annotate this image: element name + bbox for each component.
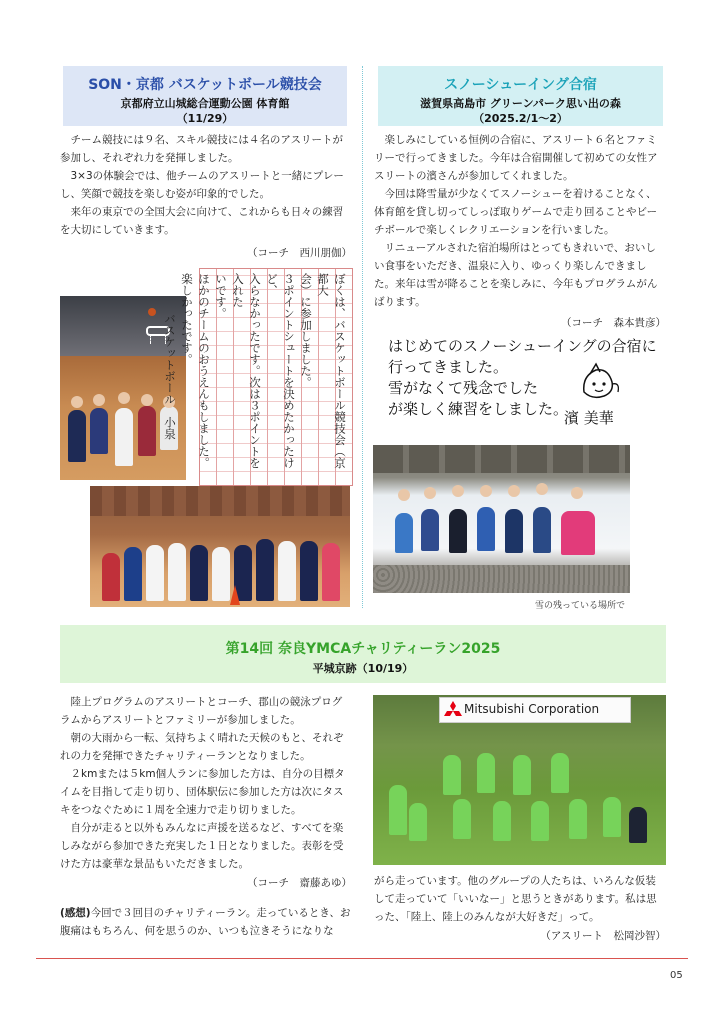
charity-title: 第14回 奈良YMCAチャリティーラン2025 — [225, 641, 501, 657]
basketball-paragraph: 来年の東京での全国大会に向けて、これからも日々の練習を大切にしていきます。 — [60, 206, 344, 236]
snowshoe-paragraph: リニューアルされた宿泊場所はとってもきれいで、おいしい食事をいただき、温泉に入り、ゆっくり楽しんできました。来年は雪が降ることを楽しみに、今年もプログラムがんばります。 — [374, 242, 658, 308]
handwritten-line: 楽しかったです。 — [180, 273, 194, 365]
handwritten-line: 雪がなくて残念でした — [388, 379, 539, 397]
basketball-signature: （コーチ 西川朋伽） — [247, 247, 352, 259]
basketball-paragraph: 3×3の体験会では、他チームのアスリートと一緒にプレーし、笑顔で競技を楽しむ姿が印象的でした。 — [60, 170, 344, 200]
snowshoe-body — [374, 131, 666, 330]
charity-impression-continued — [374, 872, 666, 943]
handwritten-signature: 濱 美華 — [564, 409, 614, 427]
impression-text-continue: がら走っています。他のグループの人たちは、いろんな仮装して走っていて「いいなー」と思うときがあります。私は思った、「陸上、陸上のみんなが大好きだ」って。 — [374, 875, 657, 923]
impression-label: (感想) — [60, 907, 91, 919]
basketball-paragraph: チーム競技には９名、スキル競技には４名のアスリートが参加し、それぞれ力を発揮しました。 — [60, 134, 343, 164]
charity-body — [60, 693, 352, 940]
snowshoe-group-photo — [373, 445, 630, 593]
snowshoe-handwritten-note — [388, 336, 658, 436]
basketball-title: SON・京都 バスケットボール競技会 — [88, 77, 322, 93]
mitsubishi-logo-icon — [444, 701, 462, 718]
charity-venue: 平城京跡（10/19） — [312, 662, 414, 675]
doodle-icon — [574, 362, 622, 402]
handwritten-line: ３ポイントシュートを決めたかったけど、 — [265, 273, 296, 469]
charity-signature: （コーチ 齋藤あゆ） — [247, 877, 352, 889]
snowshoe-title: スノーシューイング合宿 — [444, 77, 597, 93]
handwritten-essay-sheet — [163, 268, 353, 486]
snowshoe-venue: 滋賀県高島市 グリーンパーク思い出の森 — [420, 97, 621, 110]
snowshoe-header — [378, 66, 663, 126]
handwritten-line: ほかのチームのおうえんもしました。 — [197, 273, 211, 469]
handwritten-line: ぼくは、バスケットボール競技会（京都大 — [316, 273, 347, 469]
basketball-team-photo — [90, 486, 350, 607]
charity-paragraph: 陸上プログラムのアスリートとコーチ、郡山の競泳プログラムからアスリートとファミリーが参加しました。 — [60, 696, 343, 726]
handwritten-signature: バスケットボール 小泉 — [163, 313, 177, 440]
handwritten-line: いです。 — [214, 273, 228, 319]
snowshoe-paragraph: 楽しみにしている恒例の合宿に、アスリート６名とファミリーで行ってきました。今年は合宿開催して初めての女性アスリートの濱さんが参加してくれました。 — [374, 134, 658, 182]
snowshoe-paragraph: 今回は降雪量が少なくてスノーシューを着けることなく、体育館を貸し切ってしっぽ取りゲームで走り回ることやビーチボールで楽しくレクリエーションを行いました。 — [374, 188, 658, 236]
sponsor-banner — [439, 697, 631, 723]
handwritten-line: が楽しく練習をしました。 — [388, 400, 569, 418]
column-divider — [362, 66, 363, 608]
basketball-venue: 京都府立山城総合運動公園 体育館 — [120, 97, 290, 110]
handwritten-line: 行ってきました。 — [388, 358, 509, 376]
charity-run-photo — [373, 695, 666, 865]
charity-paragraph: 自分が走ると以外もみんなに声援を送るなど、すべてを楽しみながら参加できた充実した１日となりました。表彰を受けた方は豪華な景品もいただきました。 — [60, 822, 344, 870]
handwritten-line: はじめてのスノーシューイングの合宿に — [388, 337, 657, 355]
impression-signature: （アスリート 松岡沙智） — [540, 930, 666, 942]
basketball-date: （11/29） — [176, 112, 234, 125]
basketball-header — [63, 66, 347, 126]
charity-paragraph: 朝の大雨から一転、気持ちよく晴れた天候のもと、それぞれの力を発揮できたチャリティーランとなりました。 — [60, 732, 344, 762]
footer-line — [36, 958, 688, 959]
banner-text: Mitsubishi Corporation — [464, 702, 600, 716]
charity-impression — [60, 904, 352, 940]
handwritten-essay-text — [161, 273, 348, 479]
basketball-body — [60, 131, 352, 260]
page-number: 05 — [670, 970, 683, 981]
impression-text-start: 今回で３回目のチャリティーラン。走っているとき、お腹痛はもちろん、何を思うのか、いつも泣きそうになりな — [60, 907, 351, 937]
charity-header — [60, 625, 666, 683]
snowshoe-date: （2025.2/1～2） — [473, 112, 568, 125]
handwritten-line: 会）に参加しました。 — [299, 273, 313, 388]
snowshoe-photo-caption: 雪の残っている場所で — [535, 601, 626, 611]
snowshoe-signature: （コーチ 森本貴彦） — [561, 317, 666, 329]
handwritten-line: 入らなかったです。次は３ポイントを入れた — [231, 273, 262, 469]
charity-paragraph: ２kmまたは５km個人ランに参加した方は、自分の目標タイムを目指して走り切り、団体駅伝に参加した方は次にタスキをつなぐために１周を全速力で走り切りました。 — [60, 768, 345, 816]
